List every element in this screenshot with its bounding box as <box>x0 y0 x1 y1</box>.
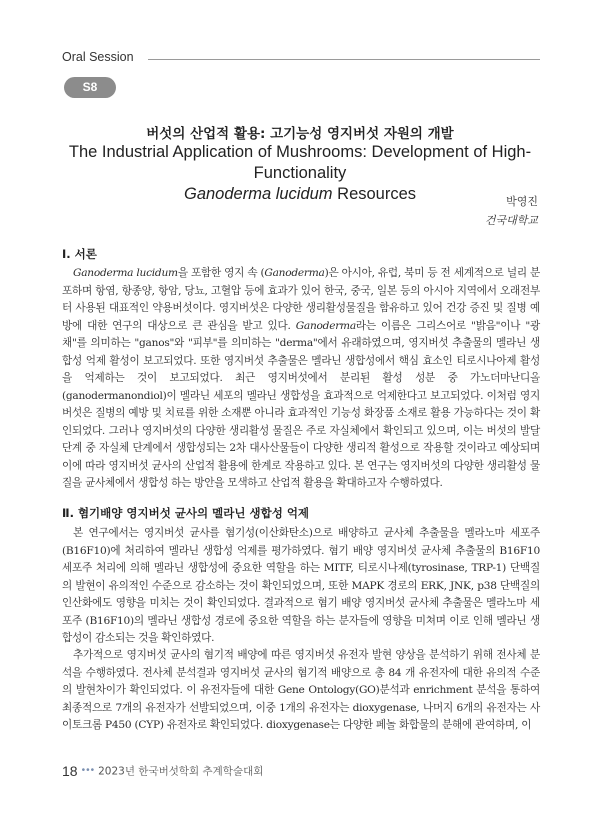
title-english-line1: The Industrial Application of Mushrooms: Development of High-Functionality <box>68 143 532 182</box>
text-run: )은 아시아, 유럽, 북미 등 전 세계적으로 널리 분포하며 항염, 항종양, 항암, 당뇨, 고혈압 등에 효과가 있어 한국, 중국, 일본 등의 아시아 지역에서 오래전부터 사용된 대표적인 약용버섯이다. 영지버섯은 다양한 생리활성물질을 함유하고 있어 건강 증진 및 질병 예방에 대한 연구의 대상으로 큰 관심을 받고 있다. <box>62 267 540 332</box>
section-1-paragraph <box>62 265 540 493</box>
session-label: Oral Session <box>62 50 134 64</box>
text-run: 라는 이름은 그리스어로 "밝음"이나 "광채"를 의미하는 "ganos"와 "피부"를 의미하는 "derma"에서 유래하였으며, 영지버섯 추출물의 멜라닌 생합성 억제 활성이 보고되었다. 또한 영지버섯 추출물은 멜라닌 생합성에서 핵심 효소인 티로시나아제 활성을 억제하는 것이 보고되었다. 최근 영지버섯에서 분리된 활성 성분 중 가노더마난디올(ganodermanondiol)이 멜라닌 세포의 멜라닌 생합성을 효과적으로 억제한다고 보고되었다. 이처럼 영지버섯은 질병의 예방 및 치료를 위한 소재뿐 아니라 효과적인 기능성 화장품 소재로 활용 가능하다는 것이 확인되었다. 그러나 영지버섯의 다양한 생리활성 물질은 주로 자실체에서 확인되고 있으며, 이는 버섯의 발달단계 중 자실체 단계에서 생합성되는 2차 대사산물들이 다양한 생리적 활성으로 작용할 것이라고 예상되며 이에 따라 영지버섯 균사의 산업적 활용에 한계로 작용하고 있다. 본 연구는 영지버섯의 다양한 생리활성 물질을 균사체에서 생합성 하는 방안을 모색하고 산업적 활용을 확대하고자 수행하였다. <box>62 319 540 489</box>
section-2-heading: Ⅱ. 혐기배양 영지버섯 균사의 멜라닌 생합성 억제 <box>62 506 310 520</box>
section-1-heading: Ⅰ. 서론 <box>62 247 97 261</box>
title-english <box>40 142 560 205</box>
author-name: 박영진 <box>506 195 538 208</box>
title-korean: 버섯의 산업적 활용: 고기능성 영지버섯 자원의 개발 <box>146 126 454 142</box>
title-english-species: Ganoderma lucidum <box>183 185 333 203</box>
genus-name: Ganoderma <box>264 267 325 279</box>
conference-name: 2023년 한국버섯학회 추계학술대회 <box>98 765 264 778</box>
session-header <box>62 50 540 70</box>
genus-name: Ganoderma <box>295 319 356 332</box>
text-run: 을 포함한 영지 속 ( <box>177 267 265 279</box>
page-footer <box>62 762 263 780</box>
author-affiliation: 건국대학교 <box>484 214 538 227</box>
header-rule <box>148 59 540 60</box>
page-number: 18 <box>62 762 78 779</box>
session-badge: S8 <box>64 77 116 98</box>
species-name: Ganoderma lucidum <box>73 267 178 279</box>
title-english-tail: Resources <box>332 185 417 203</box>
section-2-paragraph-2: 추가적으로 영지버섯 균사의 혐기적 배양에 따른 영지버섯 유전자 발현 양상을 분석하기 위해 전사체 분석을 수행하였다. 전사체 분석결과 영지버섯 균사의 혐기적 배양으로 총 84 개 유전자에 대한 유의적 수준의 발현차이가 확인되었다. 이 유전자들에 대한 Gene Ontology(GO)분석과 enrichment 분석을 통하여 최종적으로 7개의 유전자가 선발되었으며, 이중 1개의 유전자는 dioxygenase, 나머지 6개의 유전자는 사이토크롬 P450 (CYP) 유전자로 확인되었다. dioxygenase는 다양한 페놀 화합물의 분해에 관여하며, 이 <box>62 649 540 731</box>
footer-dots: ••• <box>81 765 96 777</box>
section-2-paragraph-1: 본 연구에서는 영지버섯 균사를 혐기성(이산화탄소)으로 배양하고 균사체 추출물을 멜라노마 세포주(B16F10)에 처리하여 멜라닌 생합성 억제를 평가하였다. 혐기 배양 영지버섯 균사체 추출물의 B16F10 세포주 처리에 의해 멜라닌 생합성에 중요한 역할을 하는 MITF, 티로시나제(tyrosinase, TRP-1) 단백질의 발현이 유의적인 수준으로 감소하는 것이 확인되었으며, 또한 MAPK 경로의 ERK, JNK, p38 단백질의 인산화에도 영향을 미치는 것이 확인되었다. 결과적으로 혐기 배양 영지버섯 균사체 추출물은 멜라노마 세포주 (B16F10)의 멜라닌 생합성 경로에 중요한 역할을 하는 분자들에 영향을 미쳐며 이로 인해 멜라닌 생합성이 감소되는 것을 확인하였다. <box>62 527 540 644</box>
